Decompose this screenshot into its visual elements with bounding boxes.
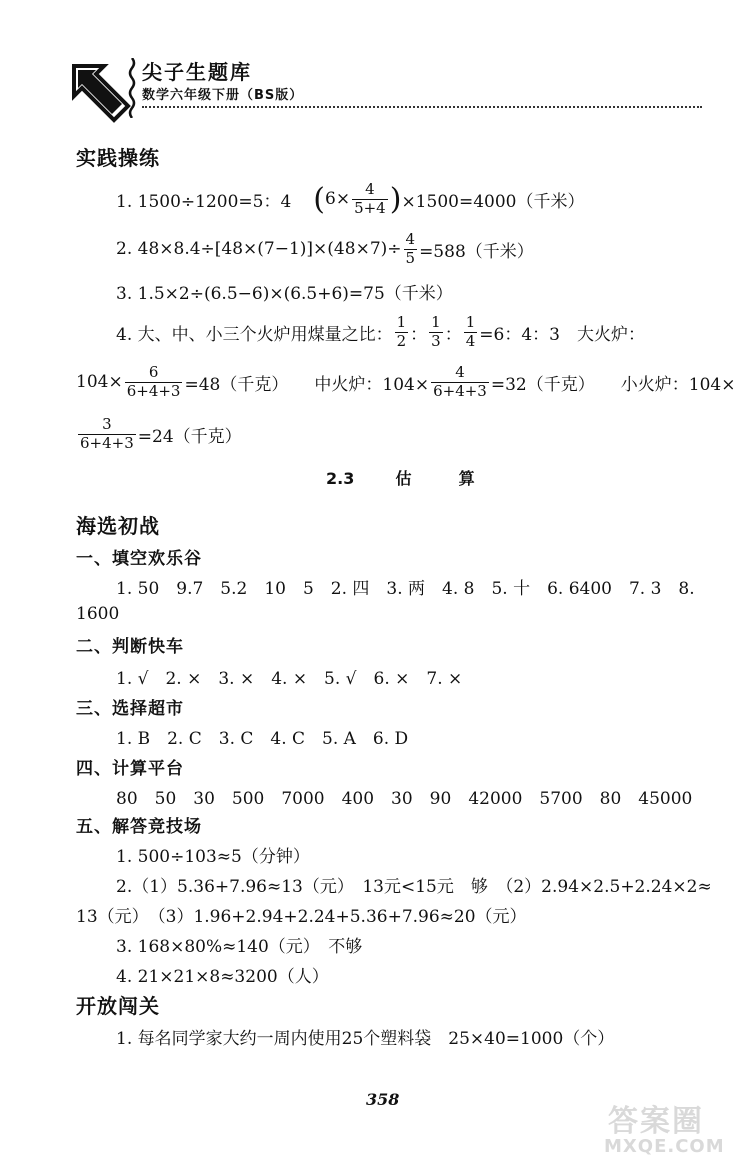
wave-line-icon	[128, 58, 136, 118]
practice-q4	[116, 310, 645, 354]
part5-line5: 4. 21×21×8≈3200（人）	[116, 967, 329, 987]
kaifang-line1: 1. 每名同学家大约一周内使用25个塑料袋 25×40=1000（个）	[116, 1029, 615, 1049]
ratio-separator: ：	[444, 324, 462, 345]
fraction-denominator: 6+4+3	[126, 381, 181, 400]
practice-q2-pre: 2. 48×8.4÷[48×(7−1)]×(48×7)÷	[116, 239, 402, 259]
fraction-numerator: 4	[455, 363, 465, 382]
practice-q3: 3. 1.5×2÷(6.5−6)×(6.5+6)=75（千米）	[116, 284, 453, 304]
paren-close: )	[389, 181, 402, 217]
part5-line4: 3. 168×80%≈140（元） 不够	[116, 937, 363, 957]
fraction-numerator: 4	[365, 180, 375, 199]
practice-q4-line2	[76, 360, 735, 404]
q4-large-stove-b: =48（千克）	[184, 374, 289, 395]
part1-answers: 1. 50 9.7 5.2 10 5 2. 四 3. 两 4. 8 5. 十 6. 6400 7. 3 8.	[116, 579, 695, 599]
part3-title: 三、选择超市	[76, 699, 184, 719]
part5-title: 五、解答竞技场	[76, 817, 202, 837]
section-name-2: 算	[458, 469, 475, 488]
arrow-logo-icon	[66, 58, 132, 124]
practice-q1-a: 1. 1500÷1200=5：4	[116, 191, 292, 212]
part4-answers: 80 50 30 500 7000 400 30 90 42000 5700 80 45000	[116, 789, 693, 809]
fraction-numerator: 1	[396, 313, 407, 332]
practice-q1-b-pre: 6×	[325, 189, 351, 209]
part5-line2: 2.（1）5.36+7.96≈13（元） 13元<15元 够 （2）2.94×2.5+2.24×2≈	[116, 877, 712, 897]
haixuan-heading: 海选初战	[76, 514, 160, 538]
section-number: 2.3	[326, 469, 355, 488]
practice-q4-post: =6：4：3 大火炉：	[479, 324, 645, 345]
q4-mid-stove-c: 中火炉：104×	[314, 374, 430, 395]
fraction	[404, 231, 418, 267]
fraction-denominator: 5+4	[354, 198, 386, 217]
part5-line1: 1. 500÷103≈5（分钟）	[116, 847, 310, 867]
practice-q4-line3	[76, 412, 242, 456]
fraction-denominator: 2	[396, 331, 407, 350]
part5-line3: 13（元） （3）1.96+2.94+2.24+5.36+7.96≈20（元）	[76, 907, 527, 927]
fraction-denominator: 5	[405, 248, 416, 267]
fraction-numerator: 1	[431, 313, 441, 332]
part2-answers: 1. √ 2. × 3. × 4. × 5. √ 6. × 7. ×	[116, 669, 463, 689]
q4-large-stove-a: 104×	[76, 372, 123, 392]
q4-mid-stove-d: =32（千克）	[490, 374, 595, 395]
part4-title: 四、计算平台	[76, 759, 184, 779]
paren-open: (	[313, 181, 325, 217]
fraction	[395, 314, 409, 350]
header-wave-decoration	[128, 58, 136, 118]
part2-title: 二、判断快车	[76, 637, 184, 657]
practice-q1-b-post: ×1500=4000（千米）	[401, 191, 585, 212]
watermark-text-cn: 答案圈	[608, 1104, 704, 1139]
part1-answers-cont: 1600	[76, 604, 120, 624]
page-number: 358	[366, 1090, 400, 1109]
fraction	[78, 416, 136, 452]
watermark-logo	[586, 1096, 746, 1162]
fraction-denominator: 3	[431, 331, 441, 350]
fraction-numerator: 4	[405, 230, 416, 249]
practice-q2	[116, 228, 534, 270]
header-title: 尖子生题库	[142, 60, 252, 84]
fraction	[429, 314, 443, 350]
ratio-separator: ：	[410, 324, 428, 345]
fraction-denominator: 4	[465, 331, 476, 350]
practice-heading: 实践操练	[76, 146, 160, 170]
header-logo	[66, 58, 132, 124]
practice-q1	[116, 178, 584, 220]
practice-q4-pre: 4. 大、中、小三个火炉用煤量之比：	[116, 324, 393, 345]
q4-small-stove-e: 小火炉：104×	[620, 374, 736, 395]
fraction	[464, 314, 478, 350]
fraction	[125, 364, 183, 400]
fraction-numerator: 6	[148, 363, 159, 382]
practice-q2-post: =588（千米）	[419, 241, 534, 262]
kaifang-heading: 开放闯关	[76, 994, 160, 1018]
watermark-text-url: MXQE.COM	[604, 1136, 725, 1157]
fraction-denominator: 6+4+3	[80, 433, 134, 452]
fraction-denominator: 6+4+3	[433, 381, 487, 400]
part1-title: 一、填空欢乐谷	[76, 549, 202, 569]
fraction	[352, 181, 388, 217]
header-subtitle: 数学六年级下册（BS版）	[142, 88, 304, 103]
fraction	[431, 364, 489, 400]
part3-answers: 1. B 2. C 3. C 4. C 5. A 6. D	[116, 729, 409, 749]
section-name-1: 估	[395, 469, 412, 488]
section-title	[326, 466, 475, 489]
header-dotted-rule	[142, 106, 702, 108]
q4-small-stove-result: =24（千克）	[137, 426, 242, 447]
fraction-numerator: 1	[465, 313, 476, 332]
fraction-numerator: 3	[102, 415, 112, 434]
